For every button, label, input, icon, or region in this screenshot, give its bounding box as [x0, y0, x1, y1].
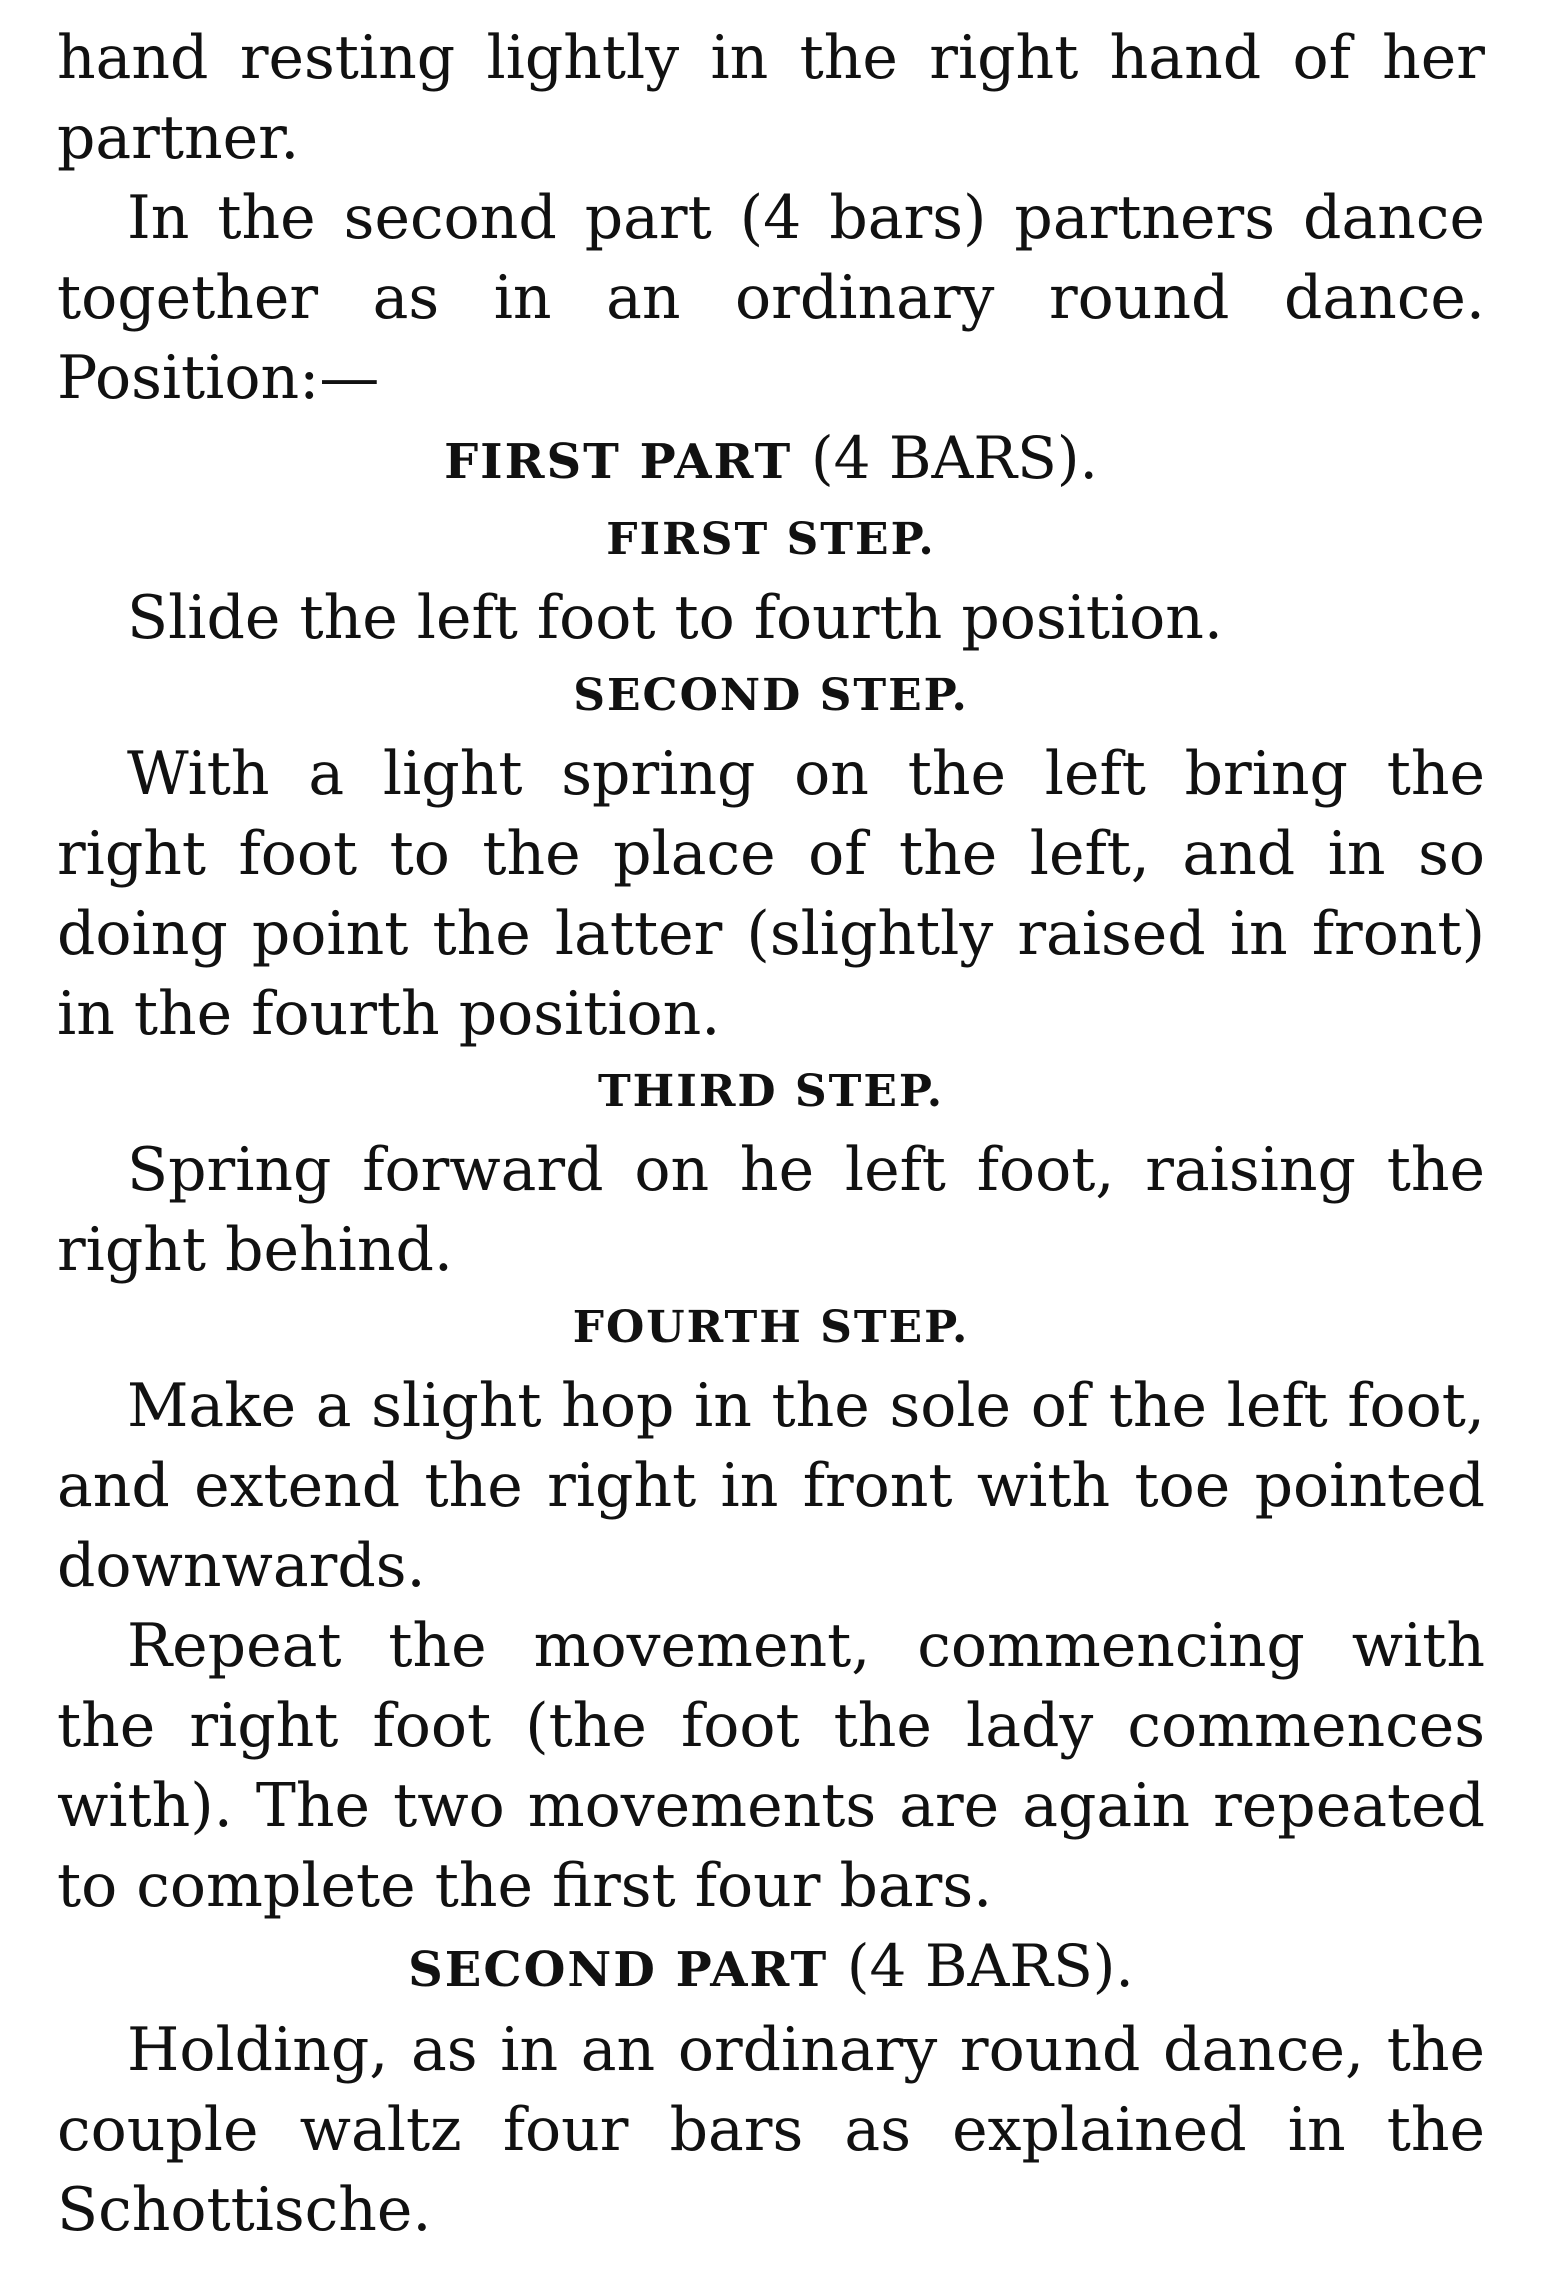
paragraph-continued: hand resting lightly in the right hand of her partner. [57, 23, 1485, 173]
heading-first-part-label: FIRST PART [444, 434, 793, 490]
heading-first-part-bars: (4 BARS). [810, 424, 1098, 492]
paragraph-first-step: Slide the left foot to fourth position. [127, 583, 1223, 653]
heading-second-part [57, 1926, 1485, 2010]
heading-second-step: SECOND STEP. [573, 670, 969, 721]
heading-first-step: FIRST STEP. [606, 514, 936, 565]
heading-second-part-bars: (4 BARS). [846, 1932, 1134, 2000]
paragraph-third-step: Spring forward on he left foot, raising the right behind. [57, 1135, 1485, 1285]
heading-fourth-step: FOURTH STEP. [572, 1302, 970, 1353]
heading-second-part-label: SECOND PART [408, 1942, 829, 1998]
paragraph-second-part-intro: In the second part (4 bars) partners dance together as in an ordinary round dance. Position:— [57, 183, 1485, 413]
heading-first-part [57, 418, 1485, 502]
paragraph-fourth-step: Make a slight hop in the sole of the left foot, and extend the right in front with toe pointed downwards. [57, 1371, 1485, 1601]
page-text [57, 18, 1485, 2250]
paragraph-second-part: Holding, as in an ordinary round dance, the couple waltz four bars as explained in the Schottische. [57, 2015, 1485, 2245]
heading-third-step: THIRD STEP. [597, 1066, 945, 1117]
paragraph-second-step: With a light spring on the left bring the right foot to the place of the left, and in so doing point the latter (slightly raised in front) in the fourth position. [57, 739, 1485, 1049]
paragraph-repeat: Repeat the movement, commencing with the right foot (the foot the lady commences with). The two movements are again repeated to complete the first four bars. [57, 1611, 1485, 1921]
